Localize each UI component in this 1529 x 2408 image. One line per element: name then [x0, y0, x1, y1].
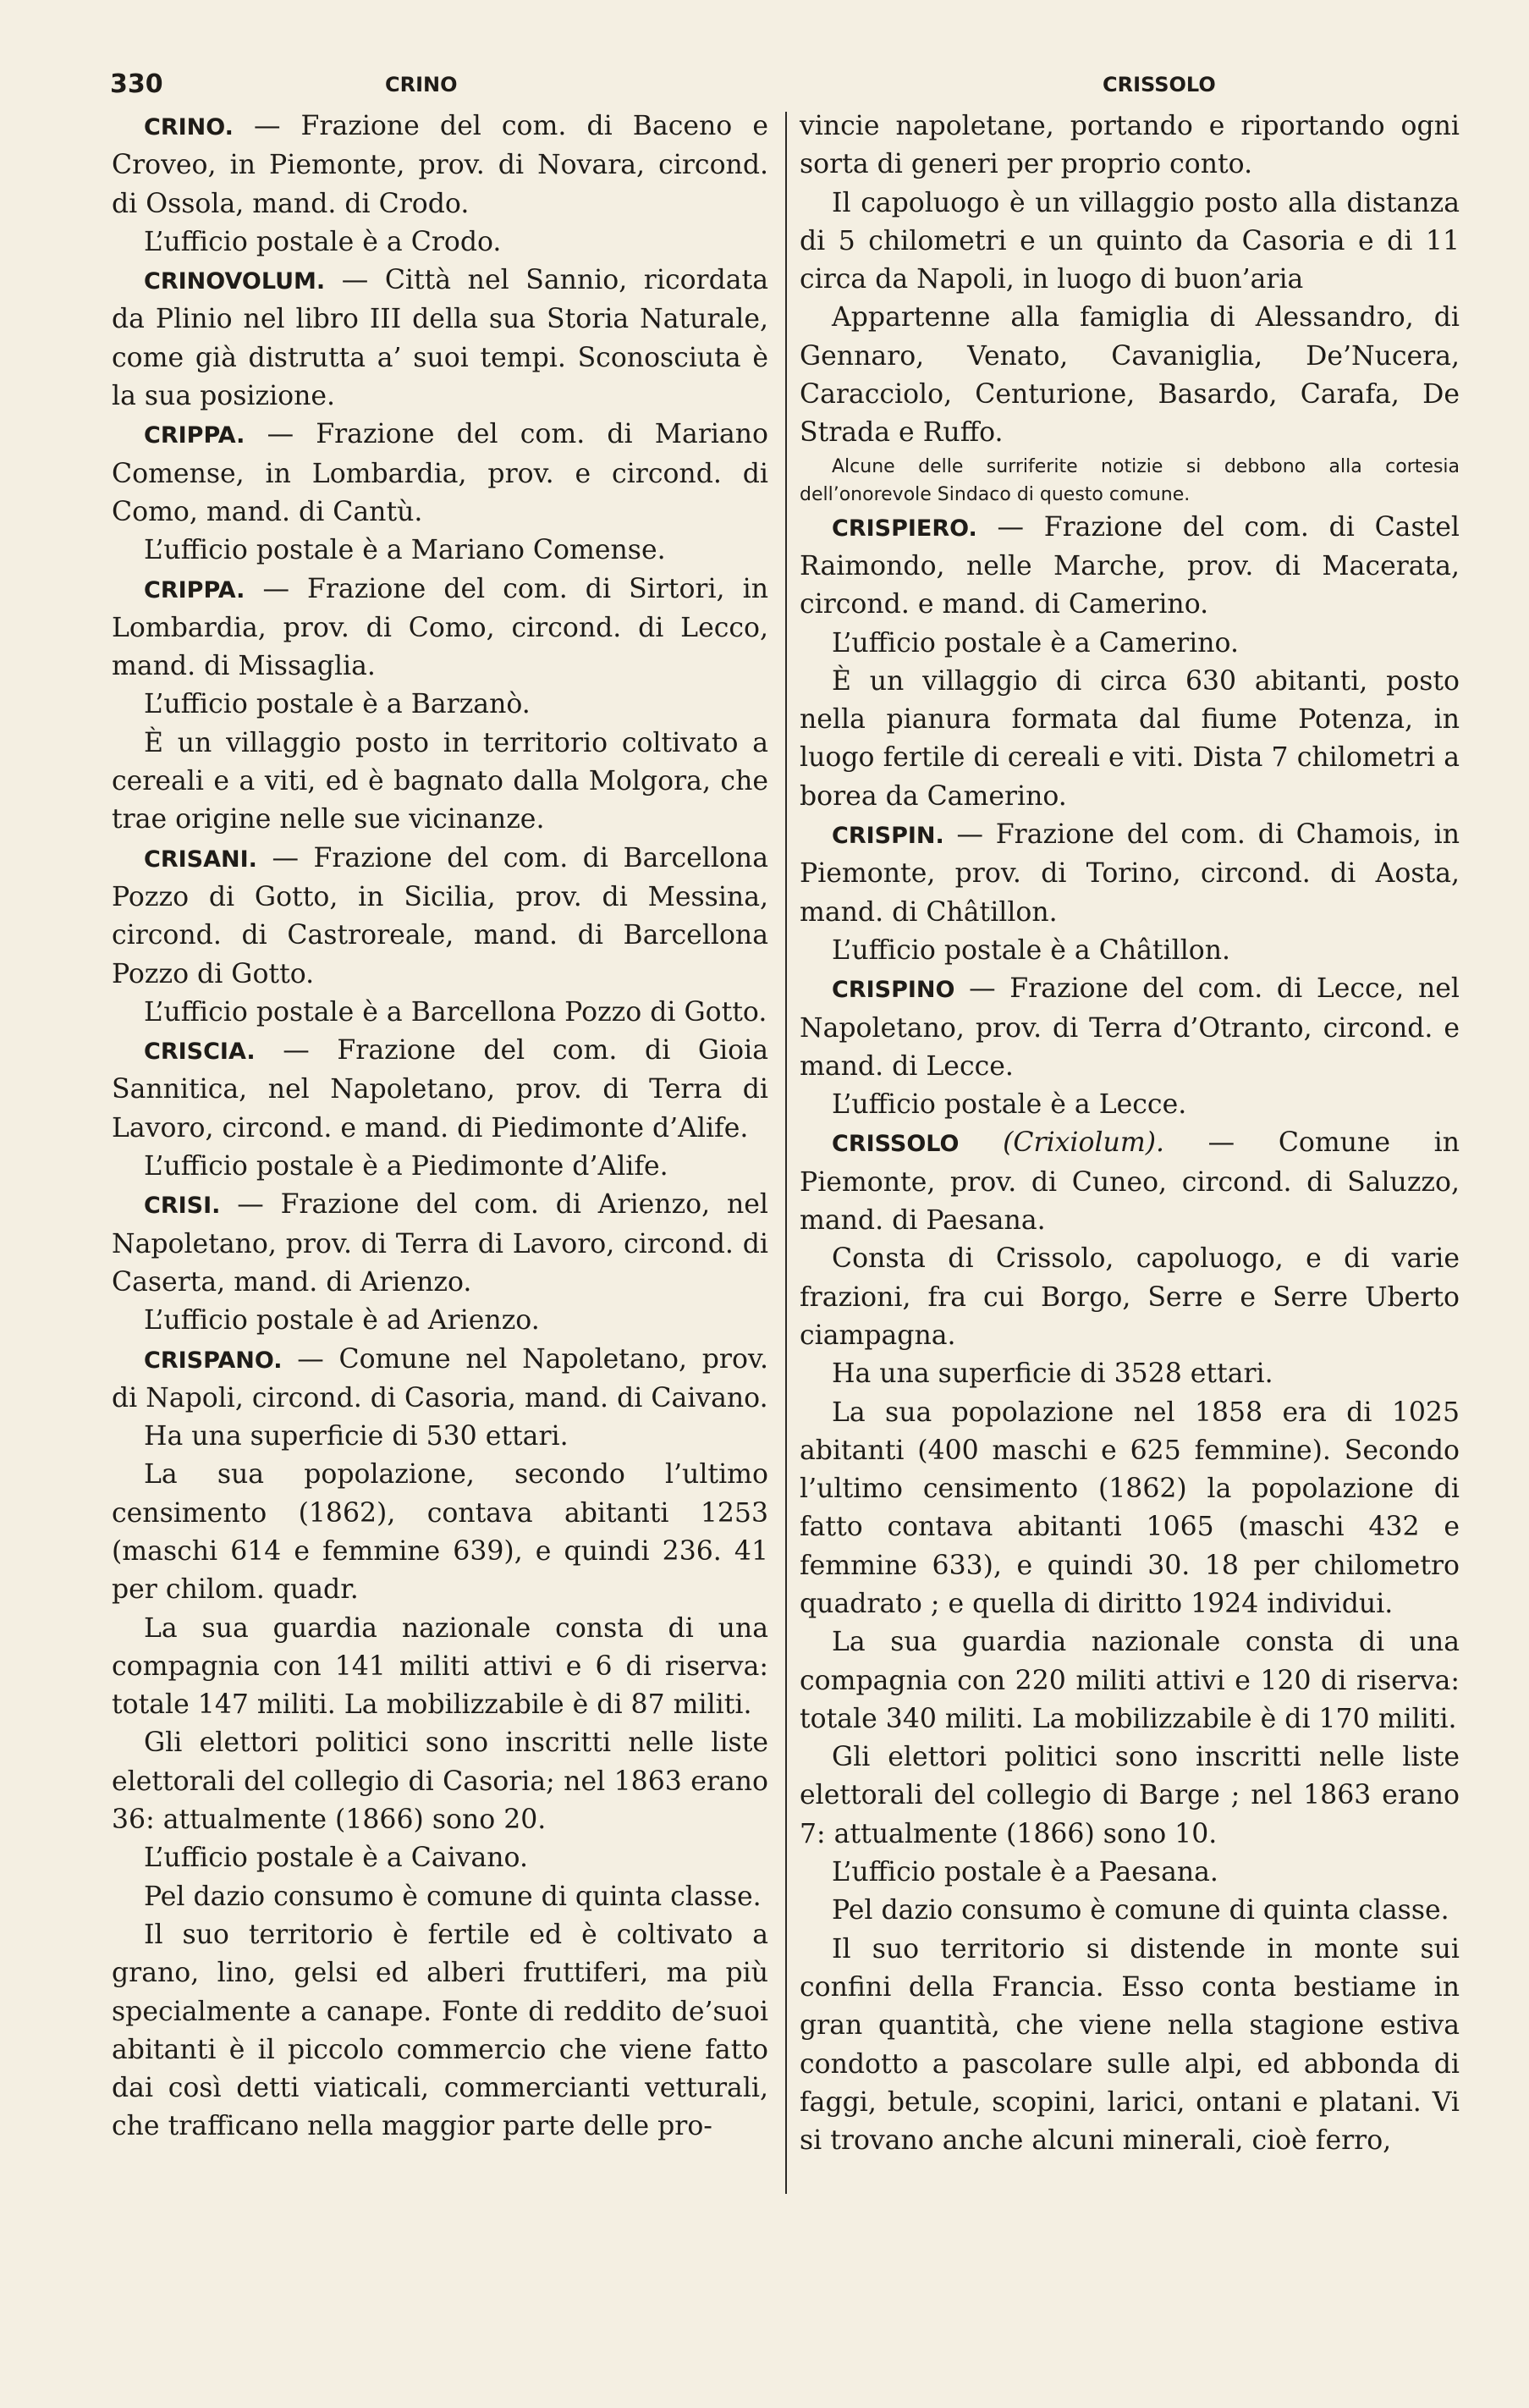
- entry-body: — Frazione del com. di Mariano Comense, in Lombardia, prov. e circond. di Como, mand. di Cantù.: [112, 419, 768, 527]
- entry-body: — Frazione del com. di Baceno e Croveo, in Piemonte, prov. di Novara, circond. di Ossola, mand. di Crodo.: [112, 111, 768, 219]
- entry-headword: CRISPANO.: [144, 1347, 283, 1374]
- paragraph: L’ufficio postale è a Châtillon.: [832, 934, 1231, 966]
- entry-headword: CRINOVOLUM.: [144, 268, 326, 295]
- paragraph: È un villaggio posto in territorio coltivato a cereali e a viti, ed è bagnato dalla Molgora, che trae origine nelle sue vicinanze.: [112, 727, 768, 835]
- entry-headword: CRISCIA.: [144, 1039, 256, 1066]
- paragraph: La sua popolazione nel 1858 era di 1025 abitanti (400 maschi e 625 femmine). Secondo l’ultimo censimento (1862) la popolazione di fatto contava abitanti 1065 (maschi 432 e femmine 633), e quindi 30. 18 per chilometro quadrato ; e quella di diritto 1924 individui.: [800, 1397, 1460, 1619]
- column-divider: [785, 112, 787, 2194]
- dictionary-entry: [112, 1341, 768, 1419]
- dictionary-entry: [112, 416, 768, 532]
- entry-body: — Comune nel Napoletano, prov. di Napoli, circond. di Casoria, mand. di Caivano.: [112, 1343, 768, 1413]
- paragraph: L’ufficio postale è a Crodo.: [144, 226, 502, 257]
- paragraph: L’ufficio postale è a Piedimonte d’Alife.: [144, 1151, 668, 1182]
- entry-body: — Frazione del com. di Lecce, nel Napoletano, prov. di Terra d’Otranto, circond. e mand. di Lecce.: [800, 973, 1460, 1082]
- entry-body: — Frazione del com. di Gioia Sannitica, nel Napoletano, prov. di Terra di Lavoro, circond. e mand. di Piedimonte d’Alife.: [112, 1035, 768, 1143]
- paragraph: L’ufficio postale è a Lecce.: [832, 1089, 1187, 1121]
- paragraph: La sua popolazione, secondo l’ultimo censimento (1862), contava abitanti 1253 (maschi 614 e femmine 639), e quindi 236. 41 per chilom. quadr.: [112, 1459, 768, 1606]
- entry-headword: CRISPIERO.: [832, 515, 977, 542]
- dictionary-entry: [112, 1032, 768, 1148]
- entry-headword: CRIPPA.: [144, 576, 245, 603]
- entry-headword: CRIPPA.: [144, 422, 245, 449]
- entry-body: — Frazione del com. di Chamois, in Piemonte, prov. di Torino, circond. di Aosta, mand. di Châtillon.: [800, 819, 1460, 928]
- right-column: [800, 107, 1460, 2160]
- dictionary-entry: [112, 107, 768, 223]
- paragraph: L’ufficio postale è a Camerino.: [832, 627, 1239, 658]
- footnote: Alcune delle surriferite notizie si debbono alla cortesia dell’onorevole Sindaco di questo comune.: [800, 455, 1460, 505]
- left-column: [112, 107, 768, 2146]
- continued-paragraph: vincie napoletane, portando e riportando ogni sorta di generi per proprio conto.: [800, 111, 1460, 180]
- dictionary-entry: [112, 262, 768, 416]
- paragraph: Gli elettori politici sono inscritti nelle liste elettorali del collegio di Barge ; nel 1863 erano 7: attualmente (1866) sono 10.: [800, 1742, 1460, 1849]
- dictionary-entry: [800, 970, 1460, 1086]
- paragraph: Il capoluogo è un villaggio posto alla distanza di 5 chilometri e un quinto da Casoria e di 11 circa da Napoli, in luogo di buon’aria: [800, 187, 1460, 295]
- entry-headword: CRISI.: [144, 1193, 221, 1220]
- paragraph: L’ufficio postale è a Caivano.: [144, 1843, 528, 1874]
- left-running-head: CRINO: [385, 73, 458, 96]
- paragraph: Consta di Crissolo, capoluogo, e di varie frazioni, fra cui Borgo, Serre e Serre Uberto ciampagna.: [800, 1243, 1460, 1351]
- entry-body: — Frazione del com. di Castel Raimondo, nelle Marche, prov. di Macerata, circond. e mand. di Camerino.: [800, 511, 1460, 620]
- dictionary-entry: [112, 570, 768, 686]
- paragraph: Ha una superficie di 530 ettari.: [144, 1421, 569, 1452]
- paragraph: L’ufficio postale è a Mariano Comense.: [144, 535, 666, 566]
- entry-latin-name: (Crixiolum).: [1003, 1127, 1165, 1159]
- entry-headword: CRISPINO: [832, 977, 955, 1004]
- paragraph: Pel dazio consumo è comune di quinta classe.: [832, 1895, 1449, 1926]
- paragraph: La sua guardia nazionale consta di una compagnia con 141 militi attivi e 6 di riserva: totale 147 militi. La mobilizzabile è di 87 militi.: [112, 1612, 768, 1721]
- entry-headword: CRISSOLO: [832, 1131, 960, 1158]
- entry-headword: CRISANI.: [144, 846, 257, 873]
- dictionary-entry: [800, 509, 1460, 625]
- paragraph: Ha una superficie di 3528 ettari.: [832, 1358, 1273, 1390]
- dictionary-entry: [800, 1124, 1460, 1240]
- dictionary-entry: [112, 1186, 768, 1302]
- page-header: [0, 69, 1529, 103]
- entry-body: — Frazione del com. di Arienzo, nel Napoletano, prov. di Terra di Lavoro, circond. di Caserta, mand. di Arienzo.: [112, 1189, 768, 1298]
- entry-body: — Città nel Sannio, ricordata da Plinio nel libro III della sua Storia Naturale, come già distrutta a’ suoi tempi. Sconosciuta è la sua posizione.: [112, 265, 768, 412]
- paragraph: L’ufficio postale è ad Arienzo.: [144, 1305, 540, 1336]
- entry-body: — Frazione del com. di Barcellona Pozzo di Gotto, in Sicilia, prov. di Messina, circond. di Castroreale, mand. di Barcellona Pozzo di Gotto.: [112, 842, 768, 989]
- paragraph: Il suo territorio è fertile ed è coltivato a grano, lino, gelsi ed alberi fruttiferi, ma più specialmente a canape. Fonte di reddito de’suoi abitanti è il piccolo commercio che viene fatto dai così detti viaticali, commercianti vetturali, che trafficano nella maggior parte delle pro-: [112, 1919, 768, 2142]
- dictionary-entry: [112, 840, 768, 994]
- right-running-head: CRISSOLO: [1103, 73, 1216, 96]
- paragraph: L’ufficio postale è a Barcellona Pozzo di Gotto.: [144, 996, 767, 1028]
- page-number: 330: [110, 69, 163, 99]
- paragraph: L’ufficio postale è a Paesana.: [832, 1857, 1218, 1888]
- paragraph: Il suo territorio si distende in monte sui confini della Francia. Esso conta bestiame in gran quantità, che viene nella stagione estiva condotto a pascolare sulle alpi, ed abbonda di faggi, betule, scopini, larici, ontani e platani. Vi si trovano anche alcuni minerali, cioè ferro,: [800, 1933, 1460, 2157]
- paragraph: L’ufficio postale è a Barzanò.: [144, 689, 531, 720]
- entry-headword: CRINO.: [144, 114, 234, 141]
- paragraph: Pel dazio consumo è comune di quinta classe.: [144, 1881, 762, 1912]
- paragraph: La sua guardia nazionale consta di una compagnia con 220 militi attivi e 120 di riserva: totale 340 militi. La mobilizzabile è di 170 militi.: [800, 1627, 1460, 1734]
- entry-body: — Comune in Piemonte, prov. di Cuneo, circond. di Saluzzo, mand. di Paesana.: [800, 1127, 1460, 1237]
- paragraph: È un villaggio di circa 630 abitanti, posto nella pianura formata dal fiume Potenza, in luogo fertile di cereali e viti. Dista 7 chilometri a borea da Camerino.: [800, 665, 1460, 812]
- paragraph: Gli elettori politici sono inscritti nelle liste elettorali del collegio di Casoria; nel 1863 erano 36: attualmente (1866) sono 20.: [112, 1727, 768, 1836]
- dictionary-entry: [800, 816, 1460, 932]
- entry-headword: CRISPIN.: [832, 823, 944, 850]
- entry-body: — Frazione del com. di Sirtori, in Lombardia, prov. di Como, circond. di Lecco, mand. di Missaglia.: [112, 573, 768, 682]
- paragraph: Appartenne alla famiglia di Alessandro, di Gennaro, Venato, Cavaniglia, De’Nucera, Caracciolo, Centurione, Basardo, Carafa, De Strada e Ruffo.: [800, 302, 1460, 449]
